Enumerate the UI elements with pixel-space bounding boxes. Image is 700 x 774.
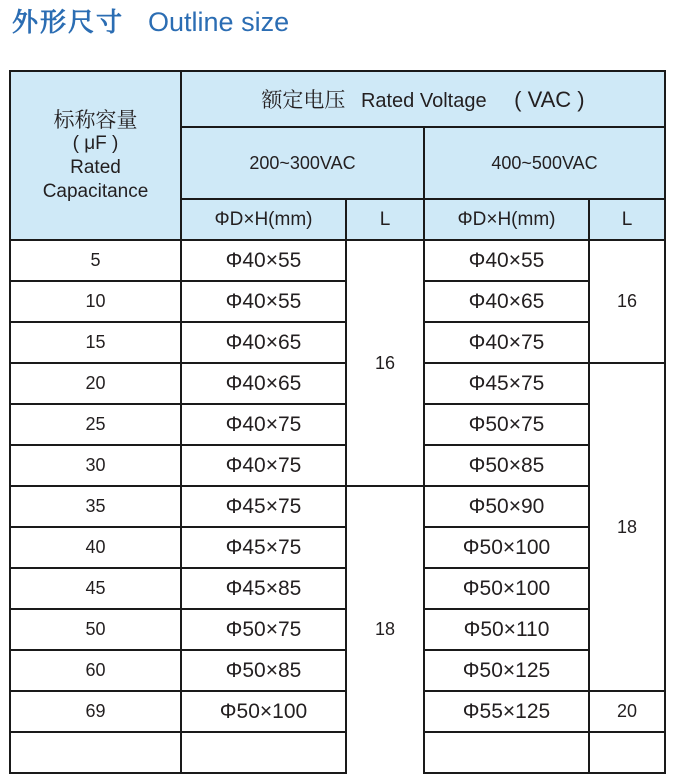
outline-size-table [9,70,666,774]
capacitance-cell: 15 [10,322,181,363]
capacitance-cell: 25 [10,404,181,445]
capacitance-header-unit: ( μF ) [72,132,119,154]
length-cell: 16 [589,240,665,363]
rated-voltage-header-en: Rated Voltage [360,90,487,112]
dimension-cell: Φ40×75 [181,445,346,486]
table-row [10,404,665,445]
voltage-range-1: 200~300VAC [181,127,424,199]
dimension-cell: Φ40×65 [181,322,346,363]
length-cell: 18 [346,486,424,773]
capacitance-cell: 60 [10,650,181,691]
dimension-cell: Φ45×75 [424,363,589,404]
dimension-cell: Φ50×85 [181,650,346,691]
dimension-cell: Φ40×55 [181,240,346,281]
table-row [10,322,665,363]
table-row [10,527,665,568]
capacitance-header [10,71,181,240]
length-cell: 20 [589,691,665,732]
dimension-cell: Φ50×125 [424,650,589,691]
capacitance-cell: 20 [10,363,181,404]
empty-cell [424,732,589,773]
table-row [10,363,665,404]
page-title [12,2,289,40]
table-row-cut-off [10,732,665,773]
dimension-cell: Φ50×75 [424,404,589,445]
length-cell: 18 [589,363,665,691]
capacitance-cell: 30 [10,445,181,486]
dimension-cell: Φ50×100 [181,691,346,732]
dimension-cell: Φ50×90 [424,486,589,527]
dim-header-2: ΦD×H(mm) [424,199,589,240]
dimension-cell: Φ40×65 [181,363,346,404]
dimension-cell: Φ45×85 [181,568,346,609]
capacitance-cell: 45 [10,568,181,609]
capacitance-cell: 10 [10,281,181,322]
empty-cell [10,732,181,773]
dimension-cell: Φ55×125 [424,691,589,732]
empty-cell [181,732,346,773]
dimension-cell: Φ40×65 [424,281,589,322]
table-row [10,445,665,486]
title-english: Outline size [148,7,290,37]
table-row [10,486,665,527]
table-row [10,691,665,732]
dimension-cell: Φ50×85 [424,445,589,486]
length-cell: 16 [346,240,424,486]
dimension-cell: Φ45×75 [181,527,346,568]
table-row [10,240,665,281]
len-header-1: L [346,199,424,240]
capacitance-header-en-2: Capacitance [42,180,149,202]
capacitance-cell: 40 [10,527,181,568]
dimension-cell: Φ50×100 [424,527,589,568]
capacitance-cell: 35 [10,486,181,527]
dimension-cell: Φ50×100 [424,568,589,609]
empty-cell [589,732,665,773]
rated-voltage-header-cn: 额定电压 [261,88,346,112]
capacitance-header-cn: 标称容量 [53,107,138,132]
dimension-cell: Φ45×75 [181,486,346,527]
rated-voltage-header [181,71,665,127]
len-header-2: L [589,199,665,240]
capacitance-cell: 69 [10,691,181,732]
dimension-cell: Φ40×55 [181,281,346,322]
dimension-cell: Φ40×75 [424,322,589,363]
table-row [10,650,665,691]
capacitance-header-en-1: Rated [70,156,121,178]
table-row [10,281,665,322]
dimension-cell: Φ40×55 [424,240,589,281]
title-chinese: 外形尺寸 [12,8,125,38]
rated-voltage-header-unit: ( VAC ) [514,87,585,112]
capacitance-cell: 5 [10,240,181,281]
dimension-cell: Φ40×75 [181,404,346,445]
dimension-cell: Φ50×110 [424,609,589,650]
dimension-cell: Φ50×75 [181,609,346,650]
voltage-range-2: 400~500VAC [424,127,665,199]
table-row [10,609,665,650]
dim-header-1: ΦD×H(mm) [181,199,346,240]
capacitance-cell: 50 [10,609,181,650]
table-row [10,568,665,609]
